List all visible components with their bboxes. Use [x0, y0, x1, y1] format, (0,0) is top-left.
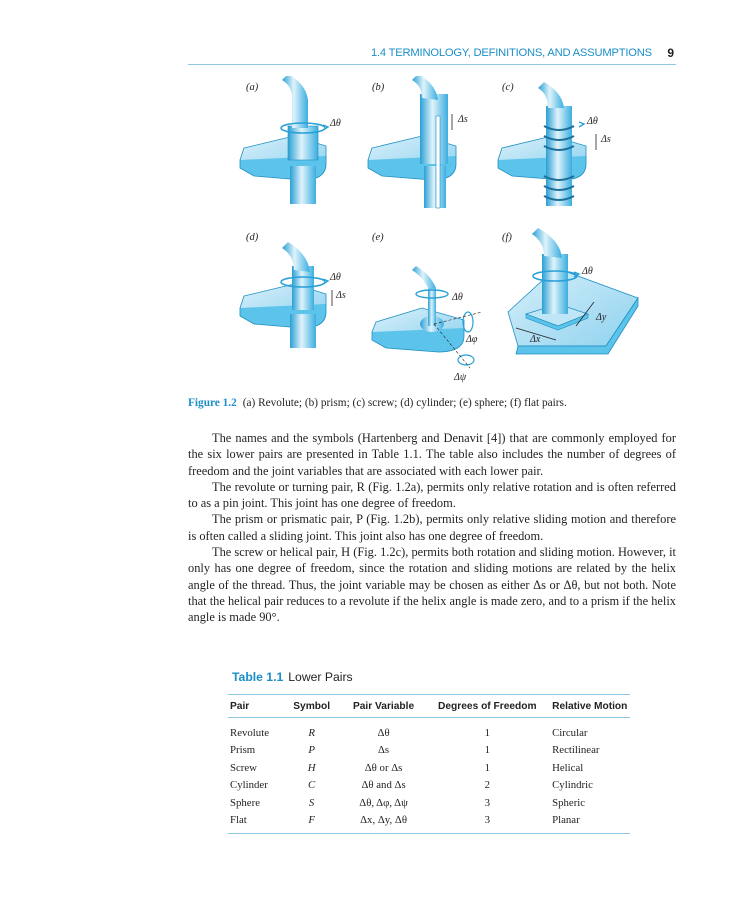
cell-dof: 3 [484, 796, 490, 809]
figure-lower-pairs [226, 76, 646, 394]
table-title-text: Lower Pairs [288, 670, 353, 684]
running-head [188, 44, 676, 65]
panel-c-screw [498, 82, 596, 206]
panel-d-cylinder [240, 242, 332, 348]
lower-pairs-table [228, 694, 630, 834]
cell-pair: Revolute [230, 726, 269, 739]
cell-variable: Δθ or Δs [364, 761, 403, 774]
cell-pair: Cylinder [230, 779, 268, 792]
cell-dof: 1 [484, 744, 490, 757]
figure-number: Figure 1.2 [188, 397, 237, 409]
cell-pair: Flat [228, 812, 287, 834]
panel-b-prism [368, 76, 456, 208]
symbol-e-dtheta: Δθ [452, 292, 463, 303]
cell-dof: 1 [484, 726, 490, 739]
panel-label-f: (f) [502, 232, 512, 243]
panel-label-a: (a) [246, 82, 259, 93]
cell-dof: 1 [484, 761, 490, 774]
cell-motion: Spheric [552, 796, 586, 809]
cell-dof: 2 [484, 779, 490, 792]
header-pair-variable: Pair Variable [337, 695, 431, 718]
cell-motion: Cylindric [552, 779, 593, 792]
body-text [188, 430, 676, 626]
symbol-f-dy: Δy [596, 312, 607, 323]
cell-pair: Sphere [230, 796, 260, 809]
symbol-e-dphi: Δφ [466, 334, 478, 345]
cell-symbol: R [308, 726, 315, 739]
panel-label-c: (c) [502, 82, 514, 93]
cell-symbol: P [308, 744, 315, 757]
cell-variable: Δθ and Δs [361, 779, 406, 792]
cell-symbol: H [307, 761, 316, 774]
panel-label-b: (b) [372, 82, 385, 93]
cell-variable: Δs [377, 744, 390, 757]
cell-symbol: S [308, 796, 315, 809]
figure-caption [188, 397, 688, 409]
paragraph: The screw or helical pair, H (Fig. 1.2c), permits both rotation and sliding motion. However, it only has one degree of freedom, since the rotation and sliding motions are related by the helix angle of the thread. Thus, the joint variable may be chosen as either Δs or Δθ, but not both. Note that the helical pair reduces to a revolute if the helix angle is made zero, and to a prism if the helix angle is made 90°. [188, 545, 676, 625]
cell-motion: Planar [544, 812, 630, 834]
symbol-c-ds: Δs [601, 134, 611, 145]
cell-symbol: C [308, 779, 316, 792]
symbol-c-dtheta: Δθ [587, 116, 598, 127]
symbol-f-dtheta: Δθ [582, 266, 593, 277]
cell-symbol: F [287, 812, 337, 834]
table-header-row [228, 695, 630, 718]
table-row [228, 742, 630, 760]
header-relative-motion: Relative Motion [544, 695, 630, 718]
cell-variable: Δx, Δy, Δθ [337, 812, 431, 834]
header-degrees-of-freedom: Degrees of Freedom [430, 695, 544, 718]
table-row [228, 718, 630, 742]
symbol-d-dtheta: Δθ [330, 272, 341, 283]
symbol-e-dpsi: Δψ [454, 372, 467, 383]
paragraph: The prism or prismatic pair, P (Fig. 1.2b), permits only relative sliding motion and therefore is often called a sliding joint. This joint also has one degree of freedom. [188, 512, 676, 543]
cell-dof: 3 [430, 812, 544, 834]
table-row [228, 812, 630, 834]
header-symbol: Symbol [287, 695, 337, 718]
table-row [228, 759, 630, 777]
lower-pairs-illustration [226, 76, 646, 394]
paragraph: The revolute or turning pair, R (Fig. 1.2a), permits only relative rotation and is often referred to as a pin joint. This joint has one degree of freedom. [188, 479, 676, 511]
table-title [232, 670, 353, 684]
panel-label-e: (e) [372, 232, 384, 243]
panel-e-sphere [372, 266, 482, 368]
header-pair: Pair [228, 695, 287, 718]
cell-motion: Helical [552, 761, 584, 774]
symbol-f-dx: Δx [530, 334, 541, 345]
table-row [228, 777, 630, 795]
cell-variable: Δθ, Δφ, Δψ [359, 796, 408, 809]
cell-motion: Rectilinear [552, 744, 600, 757]
cell-pair: Prism [230, 744, 256, 757]
panel-label-d: (d) [246, 232, 259, 243]
cell-pair: Screw [230, 761, 257, 774]
panel-f-flat [508, 228, 638, 354]
section-title: 1.4 TERMINOLOGY, DEFINITIONS, AND ASSUMPTIONS [371, 47, 652, 59]
cell-variable: Δθ [377, 726, 390, 739]
paragraph: The names and the symbols (Hartenberg and Denavit [4]) that are commonly employed for the six lower pairs are presented in Table 1.1. The table also includes the number of degrees of freedom and the joint variables that are associated with each lower pair. [188, 431, 676, 478]
table-number: Table 1.1 [232, 670, 284, 684]
page-number: 9 [667, 46, 674, 60]
figure-caption-text: (a) Revolute; (b) prism; (c) screw; (d) cylinder; (e) sphere; (f) flat pairs. [242, 397, 567, 409]
symbol-a-dtheta: Δθ [330, 118, 341, 129]
table-row [228, 794, 630, 812]
symbol-b-ds: Δs [458, 114, 468, 125]
symbol-d-ds: Δs [336, 290, 346, 301]
panel-a-revolute [240, 76, 328, 204]
cell-motion: Circular [552, 726, 588, 739]
